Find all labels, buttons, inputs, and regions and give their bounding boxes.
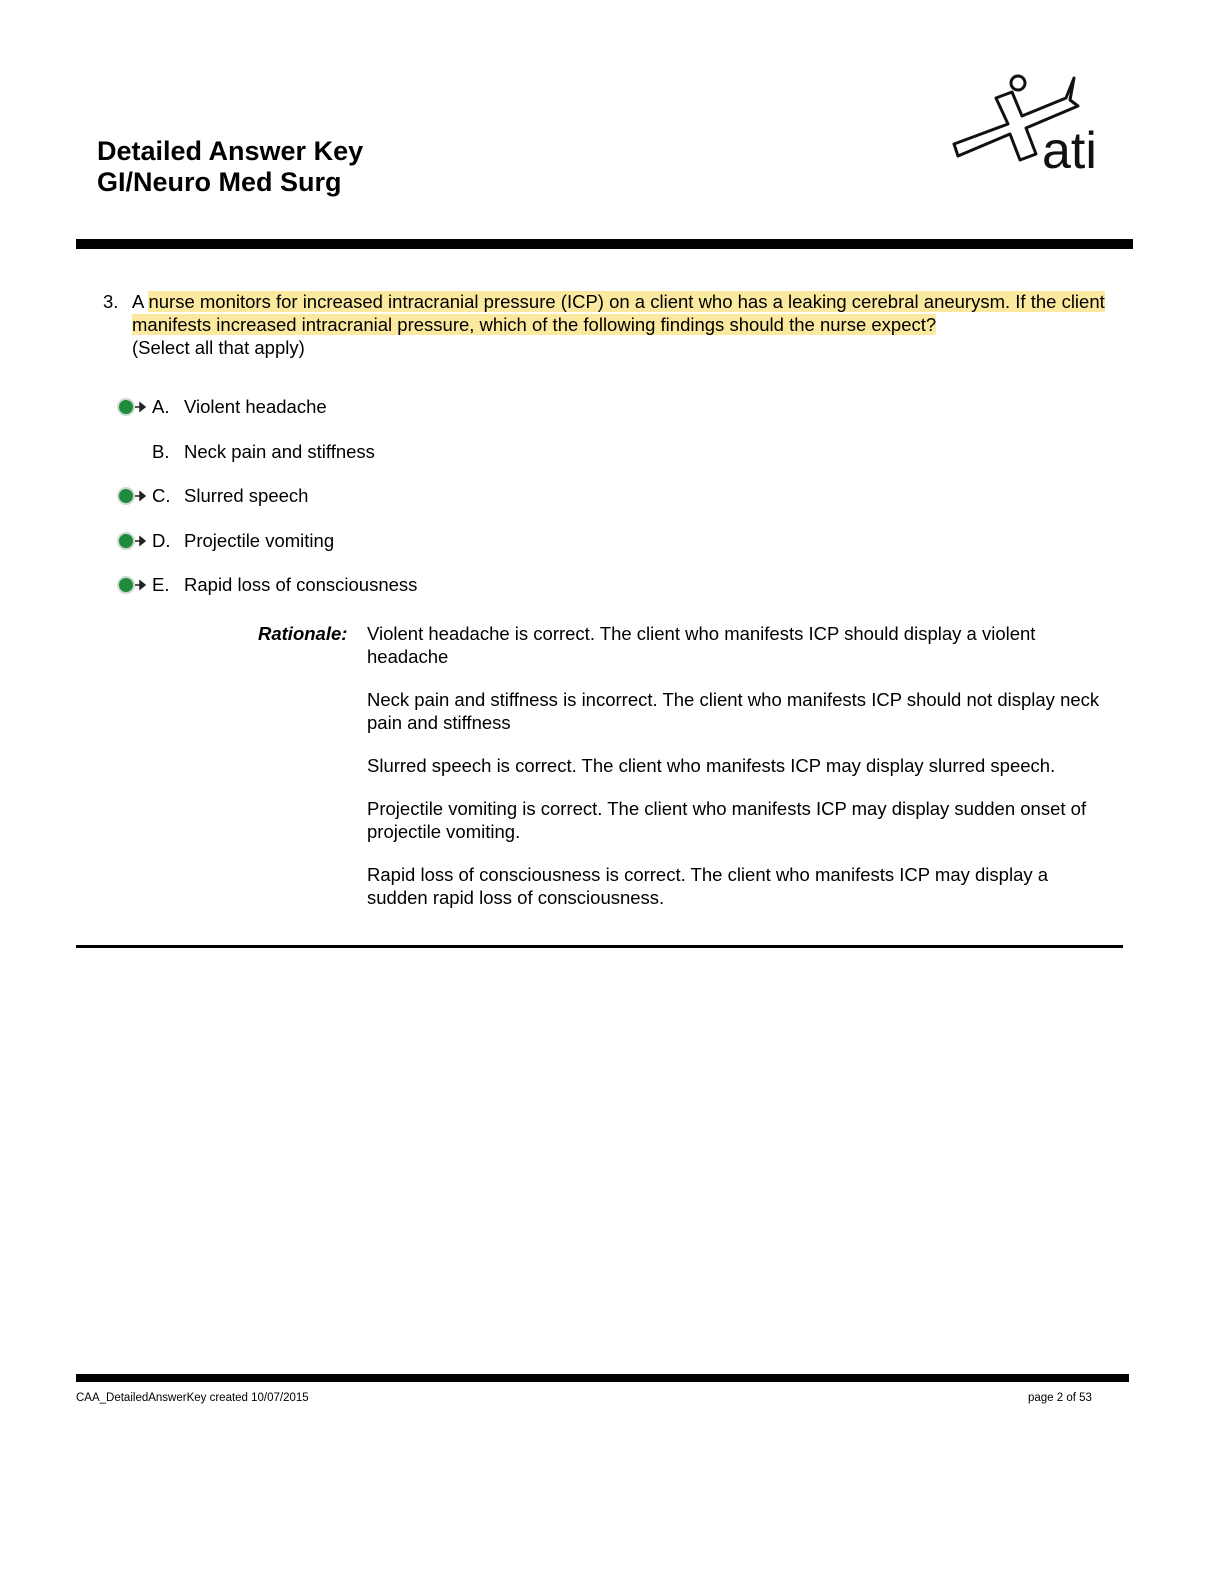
page-title	[97, 136, 363, 198]
footer-divider	[76, 1374, 1129, 1382]
option-text: Projectile vomiting	[184, 530, 335, 551]
question-lead: A	[132, 291, 149, 312]
option-text: Rapid loss of consciousness	[184, 574, 418, 595]
option-letter: B.	[152, 441, 170, 462]
rationale-body	[367, 622, 1112, 929]
option-letter: A.	[152, 396, 170, 417]
option-text: Violent headache	[184, 396, 327, 417]
rationale-paragraph: Slurred speech is correct. The client who manifests ICP may display slurred speech.	[367, 755, 1056, 776]
rationale-paragraph: Violent headache is correct. The client who manifests ICP should display a violent headache	[367, 623, 1036, 667]
ati-logo	[948, 72, 1126, 174]
footer-document-info: CAA_DetailedAnswerKey created 10/07/2015	[76, 1392, 309, 1404]
option-letter: C.	[152, 485, 171, 506]
correct-answer-icon	[116, 531, 146, 551]
rationale-label: Rationale:	[258, 623, 348, 644]
rationale-paragraph: Neck pain and stiffness is incorrect. The client who manifests ICP should not display neck pain and stiffness	[367, 689, 1100, 733]
option-letter: D.	[152, 530, 171, 551]
header-divider	[76, 239, 1133, 249]
logo-text: ati	[1042, 122, 1097, 174]
title-line-1: Detailed Answer Key	[97, 136, 364, 166]
rationale-paragraph: Rapid loss of consciousness is correct. The client who manifests ICP may display a sudden rapid loss of consciousness.	[367, 864, 1049, 908]
title-line-2: GI/Neuro Med Surg	[97, 167, 342, 197]
question-number: 3.	[103, 291, 119, 312]
option-text: Slurred speech	[184, 485, 309, 506]
question-divider	[76, 945, 1123, 948]
correct-answer-icon	[116, 575, 146, 595]
highlighted-question-text: nurse monitors for increased intracranial pressure (ICP) on a client who has a leaking cerebral aneurysm. If the client manifests increased intracranial pressure, which of the following findings should the nurse expect?	[132, 291, 1105, 335]
option-letter: E.	[152, 574, 170, 595]
option-text: Neck pain and stiffness	[184, 441, 375, 462]
rationale-paragraph: Projectile vomiting is correct. The client who manifests ICP may display sudden onset of projectile vomiting.	[367, 798, 1087, 842]
footer-page-number: page 2 of 53	[1028, 1392, 1092, 1404]
correct-answer-icon	[116, 486, 146, 506]
correct-answer-icon	[116, 397, 146, 417]
question-stem	[132, 290, 1112, 359]
question-instruction: (Select all that apply)	[132, 337, 305, 358]
